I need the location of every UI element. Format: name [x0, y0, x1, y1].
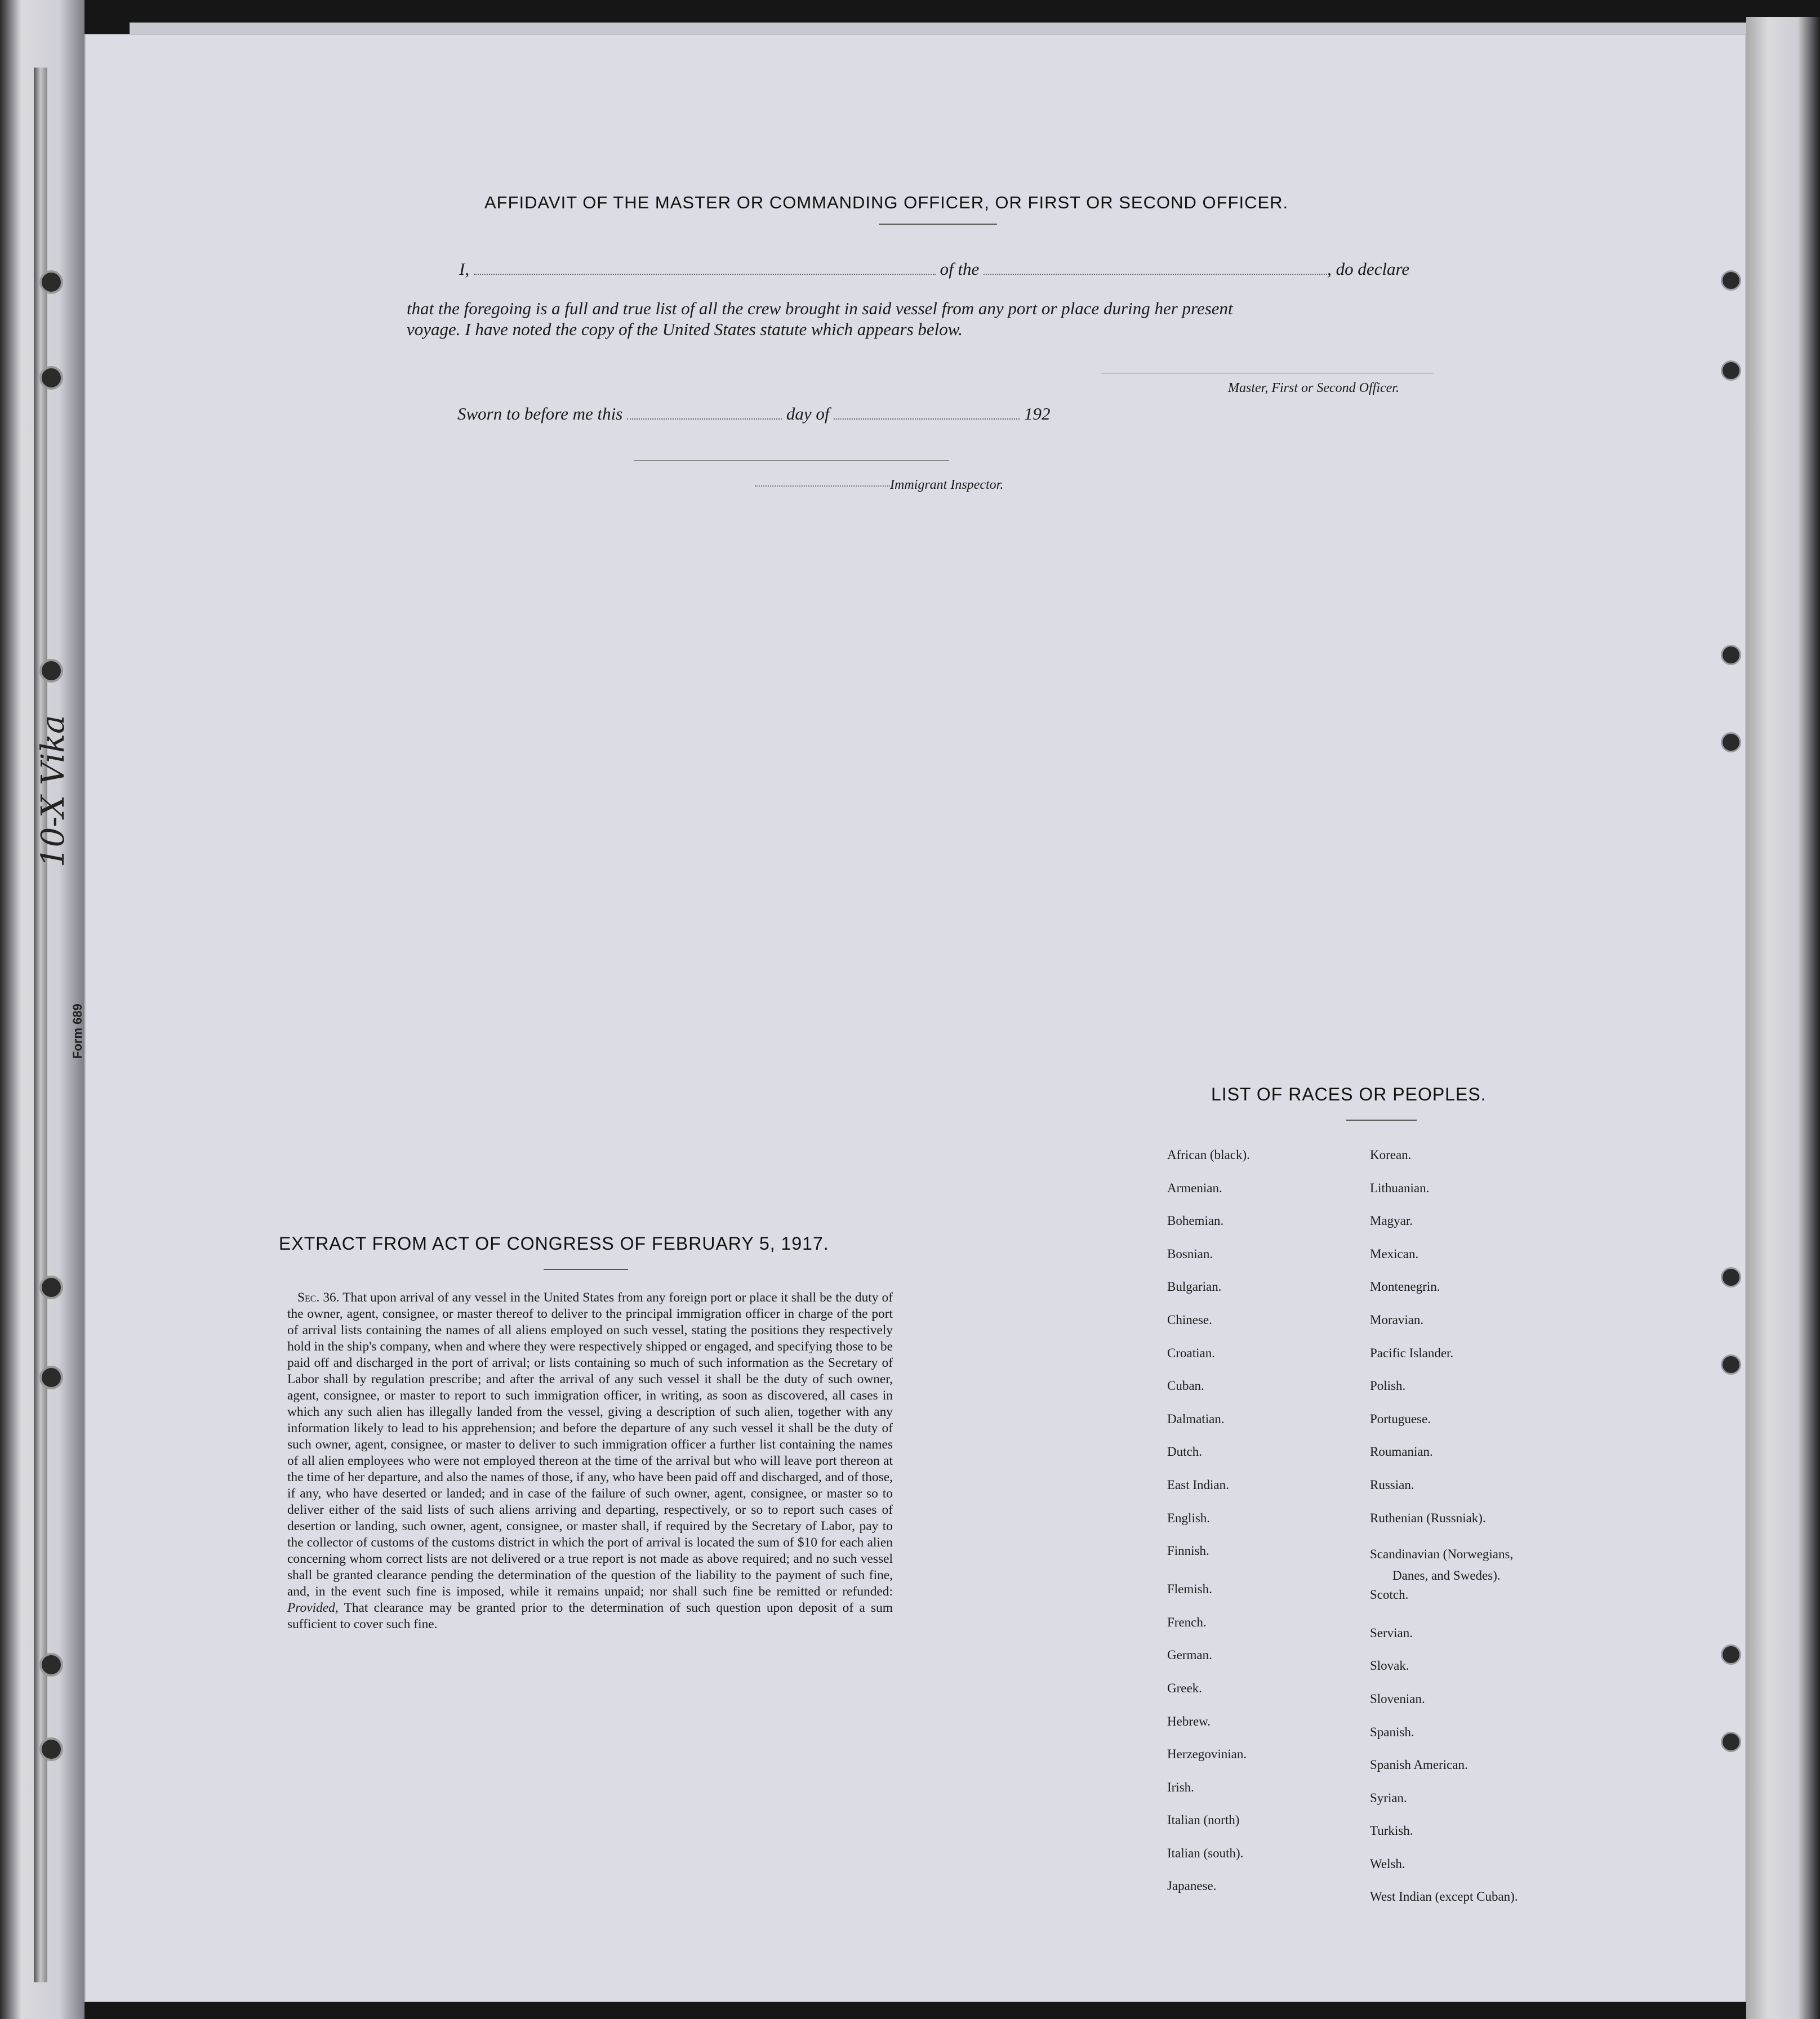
race-entry: Armenian. [1167, 1180, 1222, 1195]
race-entry: Moravian. [1370, 1312, 1424, 1327]
race-entry: Dutch. [1167, 1445, 1202, 1459]
race-entry: Chinese. [1167, 1312, 1212, 1327]
race-entry: English. [1167, 1510, 1211, 1525]
inspector-caption: Immigrant Inspector. [890, 478, 1004, 492]
race-entry: Hebrew. [1167, 1714, 1211, 1728]
binder-hole [39, 1276, 63, 1299]
race-entry: Flemish. [1167, 1582, 1212, 1597]
punch-hole [1721, 270, 1741, 291]
race-entry: Italian (north) [1167, 1813, 1240, 1828]
race-entry: Japanese. [1167, 1879, 1217, 1893]
form-number-label: Form 689 [70, 1004, 84, 1059]
signature-caption: Master, First or Second Officer. [1228, 381, 1399, 395]
affidavit-line-3: voyage. I have noted the copy of the United States statute which appears below. [407, 319, 963, 339]
extract-title: EXTRACT FROM ACT OF CONGRESS OF FEBRUARY 5, 1917. [279, 1233, 829, 1254]
race-entry: Mexican. [1370, 1246, 1419, 1261]
sworn-month-field[interactable] [834, 418, 1020, 420]
race-entry: Spanish American. [1370, 1758, 1468, 1772]
race-entry: Bulgarian. [1167, 1280, 1222, 1294]
proviso-text: That clearance may be granted prior to the determination of such question upon deposit of a sum sufficient to cover such fine. [287, 1601, 893, 1632]
punch-hole [1721, 1354, 1741, 1375]
race-entry: Welsh. [1370, 1856, 1405, 1871]
provided-word: Provided, [287, 1601, 339, 1615]
race-entry: Bohemian. [1167, 1214, 1224, 1228]
declarant-prefix: I, [459, 259, 470, 279]
punch-hole [1721, 1267, 1741, 1287]
race-entry: Servian. [1370, 1625, 1413, 1640]
race-entry: Irish. [1167, 1780, 1194, 1794]
extract-body [287, 1290, 893, 1633]
sworn-text: Sworn to before me this [457, 404, 623, 424]
race-entry: German. [1167, 1648, 1212, 1663]
statute-text: That upon arrival of any vessel in the United States from any foreign port or place it shall be the duty of the owner, agent, consignee, or master thereof to deliver to the principal immigration officer in charge of the port of arrival lists containing the names of all aliens employed on such vessel, stating the positions they respectively hold in the ship's company, when and where they were respectively shipped or engaged, and specifying those to be paid off and discharged in the port of arrival; or lists containing so much of such information as the Secretary of Labor shall by regulation prescribe; and after the arrival of any such vessel it shall be the duty of such owner, agent, consignee, or master to report to such immigration officer, in writing, as soon as discovered, all cases in which any such alien has illegally landed from the vessel, giving a description of such alien, together with any information likely to lead to his apprehension; and before the departure of any such vessel it shall be the duty of such owner, agent, consignee, or master to deliver to such immigration officer a further list containing the names of all alien employees who were not employed thereon at the time of the arrival but who will leave port thereon at the time of her departure, and also the names of those, if any, who have been paid off and discharged, and of those, if any, who have deserted or landed; and in case of the failure of such owner, agent, consignee, or master so to deliver either of the said lists of such aliens arriving and departing, respectively, or so to report such cases of desertion or landing, such owner, agent, consignee, or master shall, if required by the Secretary of Labor, pay to the collector of customs of the customs district in which the port of arrival is located the sum of $10 for each alien concerning whom correct lists are not delivered or a true report is not made as above required; and no such vessel shall be granted clearance pending the determination of the question of the liability to the payment of such fine, and, in the event such fine is imposed, while it remains unpaid; nor shall such fine be remitted or refunded: [287, 1290, 893, 1599]
affidavit-line-1 [459, 259, 1409, 279]
race-entry: Greek. [1167, 1681, 1202, 1695]
race-entry: Cuban. [1167, 1379, 1204, 1393]
binder-hole [39, 1737, 63, 1761]
binder-hole [39, 1653, 63, 1677]
punch-hole [1721, 1644, 1741, 1665]
race-entry: Spanish. [1370, 1724, 1414, 1739]
handwritten-margin-note: 10-X Vika [35, 715, 72, 867]
races-right-column [1370, 1139, 1640, 1914]
race-entry: Scandinavian (Norwegians, [1370, 1547, 1514, 1562]
sworn-year: 192 [1024, 404, 1051, 424]
title-underline [879, 224, 997, 225]
race-entry: Polish. [1370, 1379, 1406, 1393]
sworn-line [457, 404, 1050, 424]
race-entry: Syrian. [1370, 1790, 1407, 1805]
of-the-text: of the [940, 259, 980, 279]
race-entry: Russian. [1370, 1477, 1414, 1492]
race-entry: French. [1167, 1615, 1207, 1629]
race-entry: East Indian. [1167, 1477, 1229, 1492]
race-entry: Herzegovinian. [1167, 1747, 1247, 1762]
declare-text: , do declare [1327, 259, 1410, 279]
affidavit-title: AFFIDAVIT OF THE MASTER OR COMMANDING OFFICER, OR FIRST OR SECOND OFFICER. [484, 193, 1289, 212]
race-entry: Turkish. [1370, 1824, 1413, 1838]
punch-hole [1721, 645, 1741, 665]
race-entry: Scotch. [1370, 1588, 1409, 1602]
inspector-dotted-line [755, 485, 890, 487]
binder-edge [34, 68, 47, 1982]
punch-hole [1721, 1732, 1741, 1752]
races-title-underline [1346, 1120, 1417, 1121]
binder-hole [39, 1366, 63, 1389]
extract-title-underline [544, 1269, 628, 1270]
race-entry: Pacific Islander. [1370, 1345, 1454, 1360]
race-entry: Finnish. [1167, 1544, 1209, 1558]
race-entry: Montenegrin. [1370, 1280, 1440, 1294]
right-page-edge [1746, 17, 1820, 2019]
punch-hole [1721, 360, 1741, 381]
vessel-name-field[interactable] [984, 274, 1327, 275]
race-entry: Lithuanian. [1370, 1180, 1430, 1195]
binder-hole [39, 270, 63, 294]
race-entry: Bosnian. [1167, 1246, 1213, 1261]
race-entry: Slovenian. [1370, 1691, 1425, 1706]
race-entry: Italian (south). [1167, 1846, 1244, 1860]
race-entry: Korean. [1370, 1148, 1412, 1162]
inspector-signature-line[interactable] [634, 460, 949, 461]
race-entry: Portuguese. [1370, 1411, 1431, 1426]
race-entry: Magyar. [1370, 1214, 1413, 1228]
affidavit-line-2: that the foregoing is a full and true list of all the crew brought in said vessel from any port or place during her present [407, 298, 1233, 318]
race-entry: West Indian (except Cuban). [1370, 1889, 1518, 1904]
sworn-day-field[interactable] [627, 418, 782, 420]
race-entry: Dalmatian. [1167, 1411, 1225, 1426]
section-number: Sec. 36. [297, 1290, 340, 1305]
binder-hole [39, 366, 63, 390]
declarant-name-field[interactable] [474, 274, 936, 275]
race-entry: Ruthenian (Russniak). [1370, 1510, 1486, 1525]
binder-hole [39, 659, 63, 683]
race-entry: Slovak. [1370, 1659, 1409, 1673]
race-entry: Roumanian. [1370, 1445, 1433, 1459]
punch-hole [1721, 732, 1741, 752]
race-entry-continued: Danes, and Swedes). [1392, 1568, 1501, 1583]
race-entry: Croatian. [1167, 1345, 1215, 1360]
day-of-text: day of [786, 404, 830, 424]
race-entry: African (black). [1167, 1148, 1250, 1162]
races-title: LIST OF RACES OR PEOPLES. [1211, 1084, 1487, 1104]
